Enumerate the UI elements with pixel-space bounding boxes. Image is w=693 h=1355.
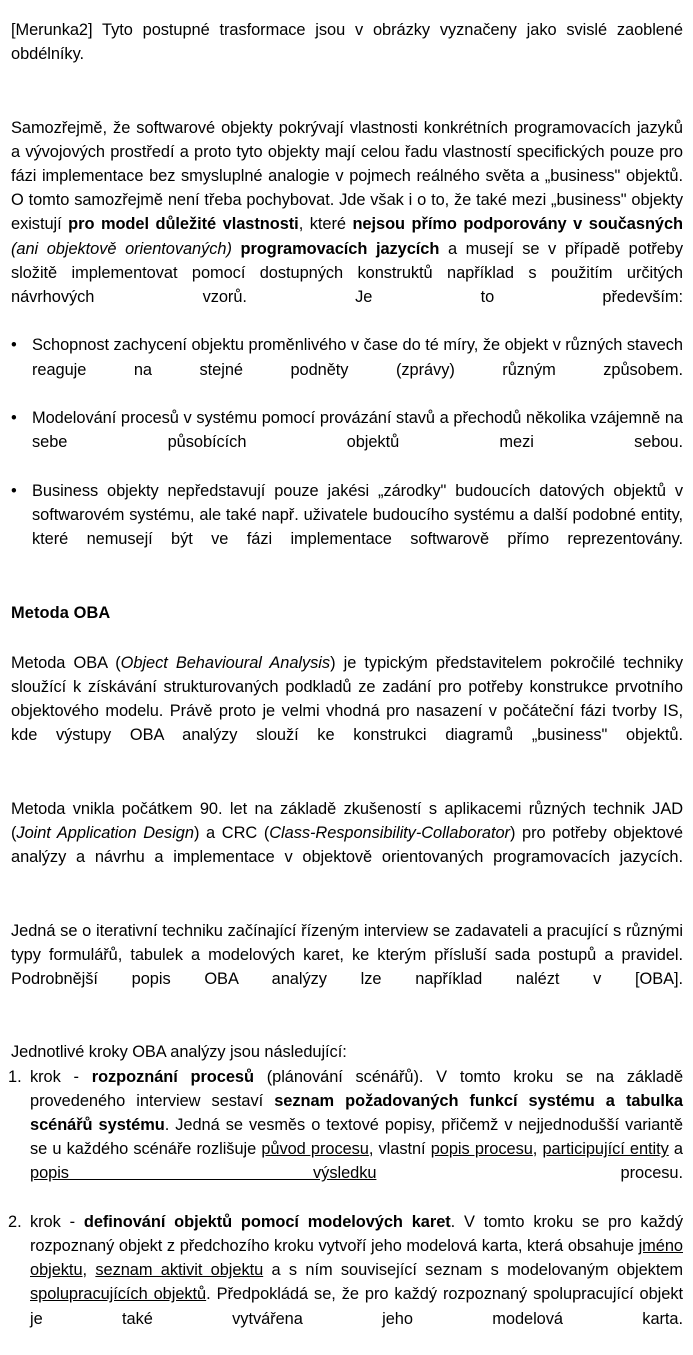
list-item-segment-underline: jméno objektu xyxy=(30,1236,683,1280)
list-item-segment-bold: definování objektů pomocí modelových karet xyxy=(83,1212,451,1231)
step-number: 1. xyxy=(8,1067,22,1086)
list-item-segment-underline: participující entity xyxy=(542,1140,669,1159)
bullet-list-properties xyxy=(11,333,683,575)
bullet-icon: • xyxy=(11,481,17,500)
document-content xyxy=(8,18,684,1355)
paragraph-text: Jednotlivé kroky OBA analýzy jsou následující: xyxy=(11,1043,347,1062)
paragraph-segment: a musejí se v případě potřeby složitě implementovat pomocí dostupných konstruktů například s použitím určitých návrhových vzorů. Je to především: xyxy=(11,239,683,307)
list-item xyxy=(11,406,683,479)
paragraph-segment: Metoda vnikla počátkem 90. let na základě zkušeností s aplikacemi různých technik JAD ( xyxy=(11,799,683,842)
list-item xyxy=(11,479,683,576)
paragraph-segment-italic: Object Behavioural Analysis xyxy=(120,653,331,672)
list-item-text: Modelování procesů v systému pomocí provázání stavů a přechodů několika vzájemně na sebe působících objektů mezi sebou. xyxy=(32,409,683,452)
list-item-segment-underline: původ procesu xyxy=(261,1140,369,1159)
bullet-icon: • xyxy=(11,409,17,428)
paragraph-text: [Merunka2] Tyto postupné trasformace jsou v obrázky vyznačeny jako svislé zaoblené obdélníky. xyxy=(11,21,683,64)
paragraph-steps-intro xyxy=(11,1040,683,1064)
paragraph-segment-bold: pro model důležité vlastnosti xyxy=(68,215,299,234)
paragraph-segment: ) pro potřeby objektové analýzy a návrhu a implementace v objektově orientovaných programovacích jazycích. xyxy=(11,823,683,867)
list-item-segment: , xyxy=(532,1140,543,1159)
paragraph-oba-description xyxy=(11,651,683,772)
list-item-segment: . Předpokládá se, že pro každý rozpoznaný spolupracující objekt je také vytvářena jeho modelová karta. xyxy=(30,1285,683,1328)
paragraph-segment: ) je typickým představitelem pokročilé techniky sloužící k získávání strukturovaných podkladů ze zadání pro potřeby konstrukce prvotního objektového modelu. Právě proto je velmi vhodná pro nasazení v počáteční fázi tvorby IS, kde výstupy OBA analýzy slouží ke konstrukci diagramů „business" objektů. xyxy=(11,653,683,745)
section-heading-metoda-oba: Metoda OBA xyxy=(11,604,111,623)
paragraph-segment-bold: nejsou přímo podporovány v současných xyxy=(352,215,683,234)
paragraph-merunka-citation xyxy=(11,18,683,91)
paragraph-oba-origin xyxy=(11,797,683,894)
paragraph-segment: ) a CRC ( xyxy=(193,823,270,842)
list-item-segment-bold: rozpoznání procesů xyxy=(91,1067,254,1086)
paragraph-segment-italic: Joint Application Design xyxy=(16,823,194,842)
paragraph-segment: , které xyxy=(298,215,353,234)
paragraph-spacer xyxy=(11,894,683,919)
list-item-segment: (plánování scénářů). V tomto kroku se na základě provedeného interview sestaví xyxy=(30,1067,684,1110)
paragraph-segment xyxy=(232,240,241,258)
list-item-segment-bold: seznam požadovaných funkcí systému a tabulka scénářů systému xyxy=(30,1091,683,1134)
list-item xyxy=(8,1065,684,1210)
paragraph-software-objects xyxy=(11,116,683,334)
list-item-segment: . V tomto kroku se pro každý rozpoznaný objekt z předchozího kroku vytvoří jeho modelová karta, která obsahuje xyxy=(30,1212,683,1255)
paragraph-spacer xyxy=(11,91,683,116)
list-item-segment-underline: popis procesu xyxy=(430,1140,533,1159)
list-item-segment: , vlastní xyxy=(368,1140,431,1159)
list-item-segment: . Jedná se vesměs o textové popisy, přičemž v nejjednodušší variantě se u každého scénáře rozlišuje xyxy=(30,1115,683,1159)
list-item-segment-underline: seznam aktivit objektu xyxy=(95,1261,264,1280)
list-item-segment-underline: popis výsledku xyxy=(30,1164,377,1183)
paragraph-spacer xyxy=(11,772,683,797)
numbered-list-oba-steps xyxy=(8,1065,684,1355)
list-item-segment: , xyxy=(82,1261,96,1280)
paragraph-segment-italic: Class-Responsibility-Collaborator xyxy=(269,823,510,842)
list-item-text: Schopnost zachycení objektu proměnlivého v čase do té míry, že objekt v různých stavech reaguje na stejné podněty (zprávy) různým způsobem. xyxy=(32,336,683,379)
list-item-segment: a s ním související seznam s modelovaným objektem xyxy=(263,1261,683,1280)
paragraph-spacer xyxy=(11,1015,683,1040)
list-item-segment: krok - xyxy=(30,1067,92,1086)
list-item-segment: a xyxy=(668,1140,683,1159)
list-item xyxy=(11,333,683,406)
paragraph-segment-bold: programovacích jazycích xyxy=(240,239,440,258)
paragraph-text: Jedná se o iterativní techniku začínající řízeným interview se zadavateli a pracující s různými typy formulářů, tabulek a modelových karet, ke kterým přísluší sada postupů a pravidel. Podrobnější popis OBA analýzy lze například nalézt v [OBA]. xyxy=(11,921,683,988)
heading-spacer xyxy=(11,626,683,651)
list-item-segment: procesu. xyxy=(376,1164,683,1183)
paragraph-iterative-technique xyxy=(11,919,683,1016)
step-number: 2. xyxy=(8,1212,22,1231)
paragraph-segment: Samozřejmě, že softwarové objekty pokrývají vlastnosti konkrétních programovacích jazyků a vývojových prostředí a proto tyto objekty mají celou řadu vlastností specifických pouze pro fázi implementace bez smysluplné analogie v pojmech reálného světa a „business" objektů. O tomto samozřejmě není třeba pochybovat. Jde však i o to, že také mezi „business" objekty existují xyxy=(11,118,683,234)
bullet-icon: • xyxy=(11,336,17,355)
paragraph-segment: Metoda OBA ( xyxy=(11,653,121,672)
list-item-segment-underline: spolupracujících objektů xyxy=(30,1285,207,1304)
list-item xyxy=(8,1210,683,1355)
list-item-text: Business objekty nepředstavují pouze jakési „zárodky" budoucích datových objektů v softwarovém systému, ale také např. uživatele budoucího systému a další podobné entity, které nemusejí být ve fázi implementace softwarově přímo reprezentovány. xyxy=(32,481,683,549)
section-spacer xyxy=(11,575,683,601)
list-item-segment: krok - xyxy=(30,1212,84,1231)
paragraph-segment-italic: (ani objektově orientovaných) xyxy=(11,239,232,258)
